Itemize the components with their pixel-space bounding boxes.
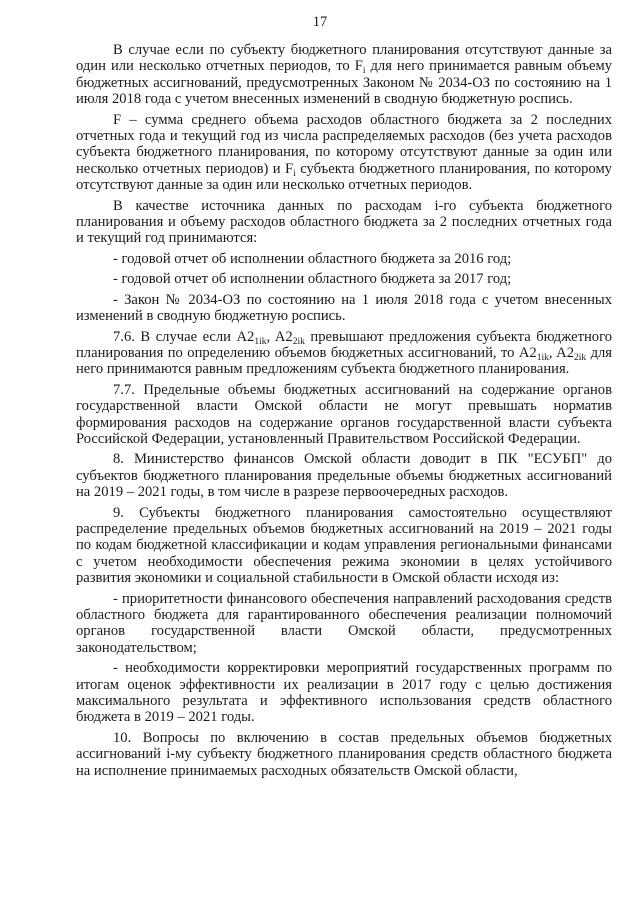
paragraph-9: 9. Субъекты бюджетного планирования самостоятельно осуществляют распределение предельных объемов бюджетных ассигнований на 2019 – 2021 годы по кодам бюджетной классификации и кодам управления региональными финансами с учетом необходимости обеспечения режима экономии в целях устойчивого развития экономики и социальной стабильности в Омской области исходя из: <box>76 504 612 587</box>
page-number: 17 <box>312 14 328 30</box>
paragraph-f-definition: F – сумма среднего объема расходов областного бюджета за 2 последних отчетных года и текущий год из числа распределяемых расходов (без учета расходов субъекта бюджетного планирования, по которому отсутствуют данные за один или несколько отчетных периодов) и $F_i$ субъекта бюджетного планирования, по которому отсутствуют данные за один или несколько отчетных периодов. <box>76 111 612 194</box>
list-item-correction: - необходимости корректировки мероприятий государственных программ по итогам оценок эффективности их реализации в 2017 году с целью достижения максимального результата и эффективного использования средств областного бюджета в 2019 – 2021 годы. <box>76 660 612 726</box>
paragraph-7-7: 7.7. Предельные объемы бюджетных ассигнований на содержание органов государственной власти Омской области не могут превышать норматив формирования расходов на содержание органов государственной власти субъекта Российской Федерации, установленный Правительством Российской Федерации. <box>76 381 612 447</box>
list-item-report-2017: - годовой отчет об исполнении областного бюджета за 2017 год; <box>113 271 512 288</box>
list-item-priority: - приоритетности финансового обеспечения направлений расходования средств областного бюджета для гарантированного обеспечения реализации полномочий органов государственной власти Омской области, предусмотренных законодательством; <box>76 590 612 656</box>
paragraph-7-6: 7.6. В случае если $A2_{1ik}$, $A2_{2ik}$ превышают предложения субъекта бюджетного планирования по определению объемов бюджетных ассигнований, то $A2_{1ik}$, $A2_{2ik}$ для него принимаются равным предложениям субъекта бюджетного планирования. <box>76 328 612 378</box>
document-body <box>76 42 612 779</box>
paragraph-data-sources: В качестве источника данных по расходам i-го субъекта бюджетного планирования и объему расходов областного бюджета за 2 последних отчетных года и текущий год принимаются: <box>76 197 612 247</box>
list-item-report-2016: - годовой отчет об исполнении областного бюджета за 2016 год; <box>113 250 512 267</box>
paragraph-10: 10. Вопросы по включению в состав предельных объемов бюджетных ассигнований i-му субъекту бюджетного планирования средств областного бюджета на исполнение принимаемых расходных обязательств Омской области, <box>76 729 612 779</box>
paragraph-8: 8. Министерство финансов Омской области доводит в ПК "ЕСУБП" до субъектов бюджетного планирования предельные объемы бюджетных ассигнований на 2019 – 2021 годы, в том числе в разрезе первоочередных расходов. <box>76 451 612 501</box>
list-item-law-2034: - Закон № 2034-ОЗ по состоянию на 1 июля 2018 года с учетом внесенных изменений в сводную бюджетную роспись. <box>76 291 612 325</box>
paragraph-fi-missing-data: В случае если по субъекту бюджетного планирования отсутствуют данные за один или несколько отчетных периодов, то $F_i$ для него принимается равным объему бюджетных ассигнований, предусмотренных Законом № 2034-ОЗ по состоянию на 1 июля 2018 года с учетом внесенных изменений в сводную бюджетную роспись. <box>76 42 612 108</box>
